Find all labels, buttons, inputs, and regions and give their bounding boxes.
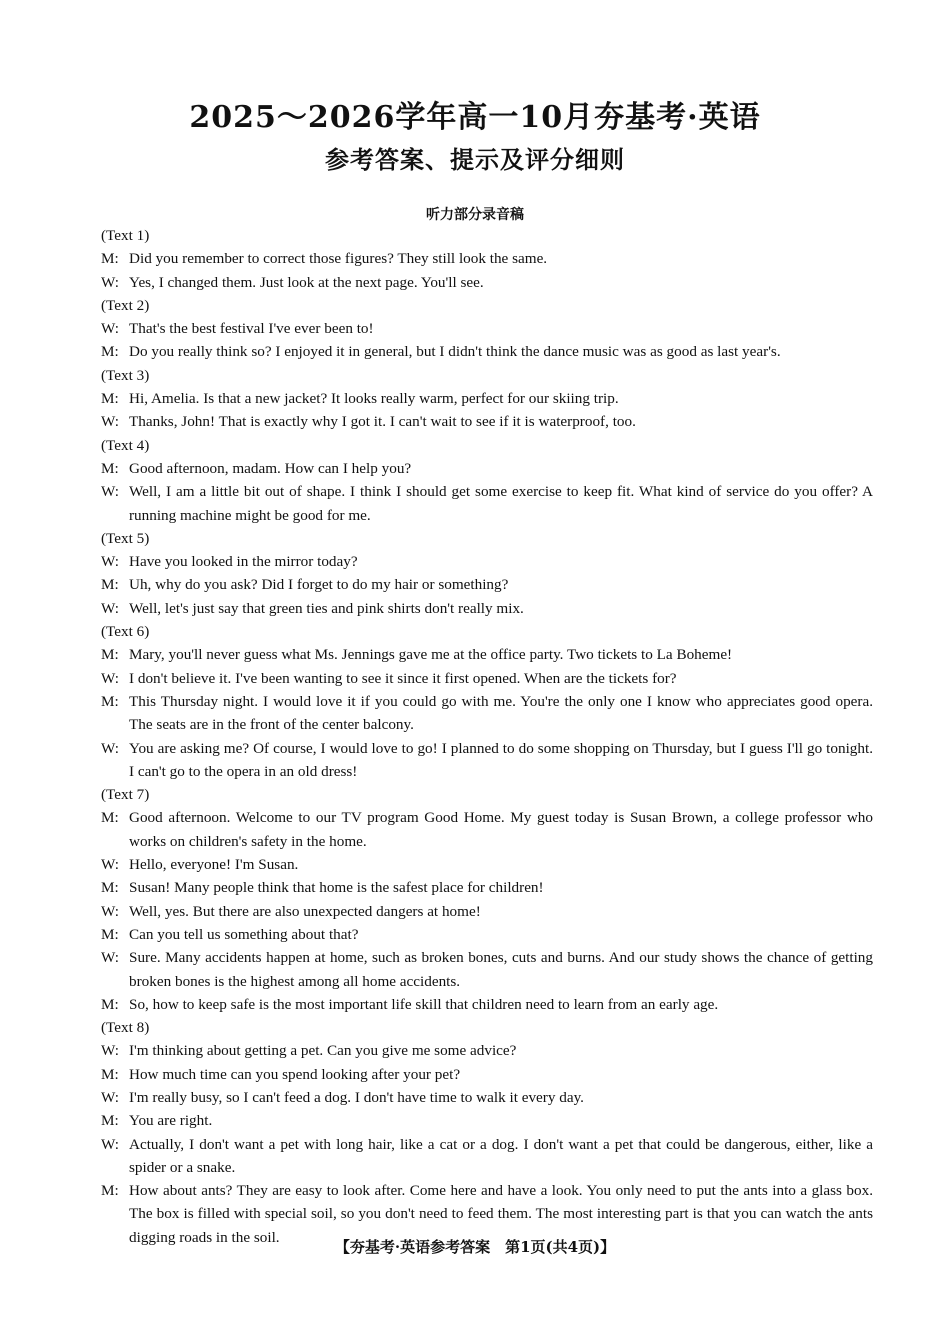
speaker-label: W: xyxy=(101,320,119,338)
dialogue-text: Susan! Many people think that home is the safest place for children! xyxy=(129,879,544,897)
page-footer: 【夯基考·英语参考答案 第1页(共4页)】 xyxy=(334,1238,616,1256)
dialogue-line xyxy=(101,317,873,340)
dialogue-line xyxy=(101,573,873,596)
dialogue-line xyxy=(101,667,873,690)
speaker-label: M: xyxy=(101,809,119,827)
dialogue-line xyxy=(101,1133,873,1180)
dialogue-text: Hi, Amelia. Is that a new jacket? It looks really warm, perfect for our skiing trip. xyxy=(129,390,619,408)
dialogue-line xyxy=(101,457,873,480)
speaker-label: M: xyxy=(101,879,119,897)
section-title: 听力部分录音稿 xyxy=(426,207,524,223)
speaker-label: W: xyxy=(101,273,119,291)
text-section-heading: (Text 5) xyxy=(101,529,150,547)
dialogue-text: I'm thinking about getting a pet. Can you give me some advice? xyxy=(129,1042,517,1060)
dialogue-line xyxy=(101,900,873,923)
speaker-label: W: xyxy=(101,949,119,967)
dialogue-text: Good afternoon, madam. How can I help you? xyxy=(129,459,412,477)
dialogue-text: Well, let's just say that green ties and pink shirts don't really mix. xyxy=(129,599,524,617)
text-section-heading: (Text 7) xyxy=(101,786,150,804)
speaker-label: W: xyxy=(101,483,119,501)
speaker-label: W: xyxy=(101,902,119,920)
dialogue-line xyxy=(101,410,873,433)
dialogue-line xyxy=(101,993,873,1016)
dialogue-text: This Thursday night. I would love it if you could go with me. You're the only one I know who appreciates good opera. The seats are in the front of the center balcony. xyxy=(129,692,873,734)
dialogue-text: How much time can you spend looking after your pet? xyxy=(129,1065,461,1083)
speaker-label: M: xyxy=(101,390,119,408)
speaker-label: M: xyxy=(101,646,119,664)
dialogue-line xyxy=(101,597,873,620)
dialogue-text: I'm really busy, so I can't feed a dog. I don't have time to walk it every day. xyxy=(129,1088,584,1106)
dialogue-line xyxy=(101,480,873,527)
dialogue-line xyxy=(101,643,873,666)
dialogue-text: Well, I am a little bit out of shape. I think I should get some exercise to keep fit. What kind of service do you offer? A running machine might be good for me. xyxy=(129,483,873,524)
dialogue-line xyxy=(101,271,873,294)
dialogue-line xyxy=(101,923,873,946)
dialogue-text: You are asking me? Of course, I would love to go! I planned to do some shopping on Thursday, but I guess I'll go tonight. I can't go to the opera in an old dress! xyxy=(129,739,873,780)
dialogue-text: How about ants? They are easy to look after. Come here and have a look. You only need to put the ants into a glass box. The box is filled with special soil, so you don't need to feed them. The most interesting part is that you can watch the ants digging roads in the soil. xyxy=(129,1182,873,1246)
dialogue-text: Actually, I don't want a pet with long hair, like a cat or a dog. I don't want a pet that could be dangerous, either, like a spider or a snake. xyxy=(129,1135,873,1176)
dialogue-text: Have you looked in the mirror today? xyxy=(129,553,358,571)
dialogue-text: Good afternoon. Welcome to our TV program Good Home. My guest today is Susan Brown, a college professor who works on children's safety in the home. xyxy=(129,809,873,850)
text-section-heading: (Text 8) xyxy=(101,1019,150,1037)
listening-transcript xyxy=(101,224,873,1249)
dialogue-line xyxy=(101,340,873,363)
speaker-label: W: xyxy=(101,739,119,757)
speaker-label: W: xyxy=(101,1042,119,1060)
speaker-label: M: xyxy=(101,459,119,477)
speaker-label: M: xyxy=(101,925,119,943)
dialogue-line xyxy=(101,737,873,784)
speaker-label: W: xyxy=(101,856,119,874)
dialogue-line xyxy=(101,853,873,876)
speaker-label: W: xyxy=(101,1088,119,1106)
dialogue-line xyxy=(101,806,873,853)
text-section-heading: (Text 4) xyxy=(101,436,150,454)
speaker-label: M: xyxy=(101,1065,119,1083)
dialogue-line xyxy=(101,1109,873,1132)
speaker-label: M: xyxy=(101,1112,119,1130)
speaker-label: M: xyxy=(101,995,119,1013)
speaker-label: M: xyxy=(101,692,119,710)
page-title: 2025～2026学年高一10月夯基考·英语 xyxy=(189,100,761,135)
dialogue-text: Can you tell us something about that? xyxy=(129,925,359,943)
speaker-label: W: xyxy=(101,1135,119,1153)
speaker-label: M: xyxy=(101,576,119,594)
dialogue-text: Mary, you'll never guess what Ms. Jennings gave me at the office party. Two tickets to La Boheme! xyxy=(129,646,733,664)
dialogue-line xyxy=(101,946,873,993)
speaker-label: W: xyxy=(101,553,119,571)
dialogue-line xyxy=(101,690,873,737)
dialogue-line xyxy=(101,1086,873,1109)
dialogue-line xyxy=(101,876,873,899)
dialogue-text: You are right. xyxy=(129,1112,213,1130)
dialogue-text: Do you really think so? I enjoyed it in general, but I didn't think the dance music was as good as last year's. xyxy=(129,343,781,361)
speaker-label: M: xyxy=(101,1182,119,1200)
dialogue-text: Did you remember to correct those figures? They still look the same. xyxy=(129,250,548,268)
text-section-heading: (Text 3) xyxy=(101,366,150,384)
dialogue-text: So, how to keep safe is the most important life skill that children need to learn from an early age. xyxy=(129,995,719,1013)
speaker-label: W: xyxy=(101,599,119,617)
speaker-label: M: xyxy=(101,250,119,268)
speaker-label: M: xyxy=(101,343,119,361)
dialogue-text: That's the best festival I've ever been to! xyxy=(129,320,374,338)
dialogue-line xyxy=(101,247,873,270)
speaker-label: W: xyxy=(101,413,119,431)
speaker-label: W: xyxy=(101,669,119,687)
dialogue-line xyxy=(101,1063,873,1086)
text-section-heading: (Text 1) xyxy=(101,227,150,244)
dialogue-text: Sure. Many accidents happen at home, such as broken bones, cuts and burns. And our study shows the chance of getting broken bones is the highest among all home accidents. xyxy=(129,949,873,990)
dialogue-line xyxy=(101,1039,873,1062)
dialogue-text: Thanks, John! That is exactly why I got it. I can't wait to see if it is waterproof, too. xyxy=(129,413,636,431)
dialogue-line xyxy=(101,387,873,410)
dialogue-text: Uh, why do you ask? Did I forget to do my hair or something? xyxy=(129,576,509,594)
dialogue-text: Well, yes. But there are also unexpected dangers at home! xyxy=(129,902,481,920)
dialogue-line xyxy=(101,550,873,573)
dialogue-text: Yes, I changed them. Just look at the next page. You'll see. xyxy=(129,273,484,291)
text-section-heading: (Text 6) xyxy=(101,623,150,641)
page-subtitle: 参考答案、提示及评分细则 xyxy=(325,145,625,174)
dialogue-text: Hello, everyone! I'm Susan. xyxy=(129,856,299,874)
dialogue-text: I don't believe it. I've been wanting to see it since it first opened. When are the tickets for? xyxy=(129,669,677,687)
text-section-heading: (Text 2) xyxy=(101,296,150,314)
